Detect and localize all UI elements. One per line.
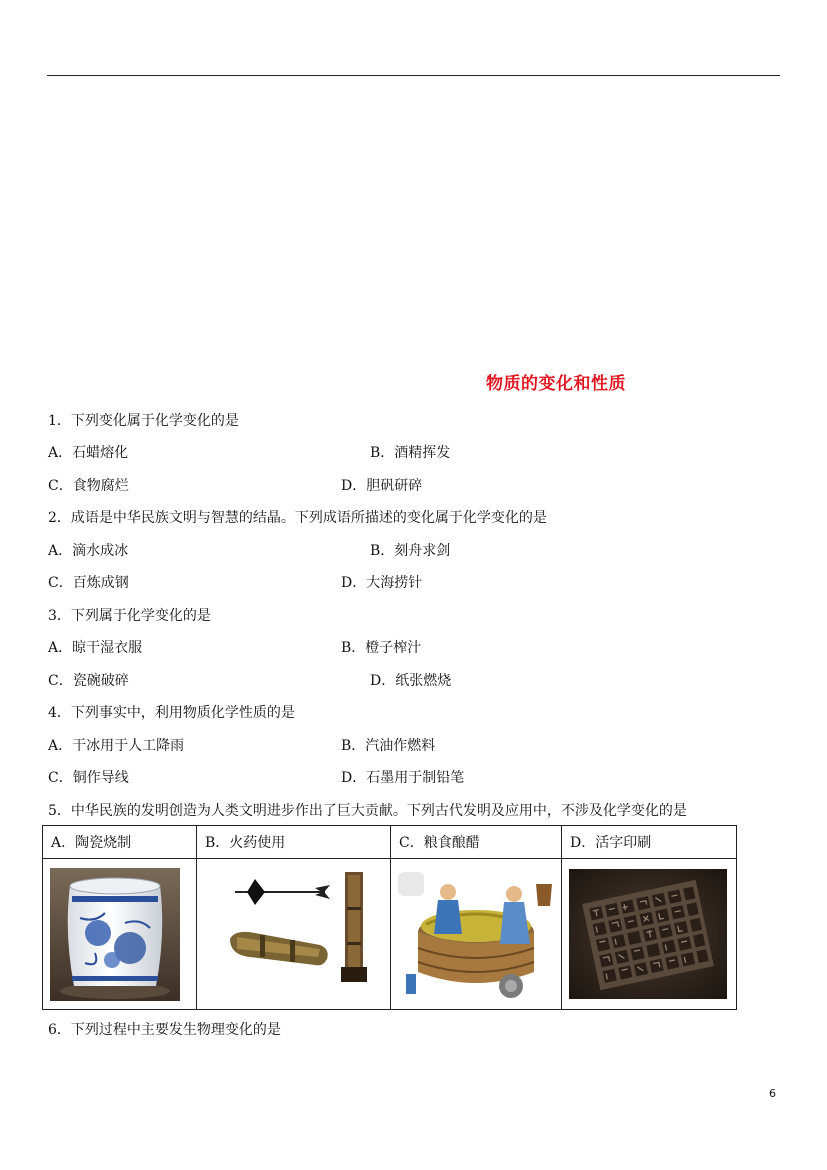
question-4-option-b: B．汽油作燃料 [341, 738, 436, 754]
question-3-option-d: D．纸张燃烧 [370, 673, 452, 689]
gunpowder-weapon-image [225, 867, 375, 987]
question-2-option-b: B．刻舟求剑 [370, 543, 451, 559]
question-1-option-c: C．食物腐烂 [48, 478, 129, 494]
question-4-option-d: D．石墨用于制铅笔 [341, 770, 465, 786]
question-3-option-c: C．瓷碗破碎 [48, 673, 129, 689]
question-4-option-c: C．铜作导线 [48, 770, 129, 786]
question-3-stem: 3．下列属于化学变化的是 [48, 608, 211, 624]
option-b-label: B．火药使用 [197, 826, 391, 859]
option-c-label: C．粮食酿醋 [391, 826, 562, 859]
question-2-option-d: D．大海捞针 [341, 575, 423, 591]
option-d-image-cell [562, 859, 737, 1010]
question-3-option-a: A．晾干湿衣服 [48, 640, 143, 656]
question-1-stem: 1．下列变化属于化学变化的是 [48, 413, 239, 429]
option-a-label: A．陶瓷烧制 [43, 826, 197, 859]
question-2-option-c: C．百炼成钢 [48, 575, 129, 591]
vinegar-brewing-image [396, 864, 556, 1004]
option-b-image-cell [197, 859, 391, 1010]
question-4-stem: 4．下列事实中，利用物质化学性质的是 [48, 705, 295, 721]
question-1-option-a: A．石蜡熔化 [48, 445, 129, 461]
question-5-stem: 5．中华民族的发明创造为人类文明进步作出了巨大贡献。下列古代发明及应用中，不涉及化学变化的是 [48, 803, 687, 819]
question-5-image-table [42, 825, 737, 1010]
question-2-stem: 2．成语是中华民族文明与智慧的结晶。下列成语所描述的变化属于化学变化的是 [48, 510, 547, 526]
question-3-option-b: B．橙子榨汁 [341, 640, 422, 656]
question-2-option-a: A．滴水成冰 [48, 543, 129, 559]
question-1-option-b: B．酒精挥发 [370, 445, 451, 461]
question-1-option-d: D．胆矾研碎 [341, 478, 423, 494]
header-rule [47, 75, 780, 76]
question-4-option-a: A．干冰用于人工降雨 [48, 738, 185, 754]
question-6-stem: 6．下列过程中主要发生物理变化的是 [48, 1022, 281, 1038]
porcelain-jar-image [50, 868, 180, 1001]
option-c-image-cell [391, 859, 562, 1010]
option-d-label: D．活字印刷 [562, 826, 737, 859]
page-number: 6 [769, 1087, 776, 1100]
page-title: 物质的变化和性质 [486, 374, 626, 394]
option-a-image-cell [43, 859, 197, 1010]
movable-type-image [569, 869, 727, 999]
